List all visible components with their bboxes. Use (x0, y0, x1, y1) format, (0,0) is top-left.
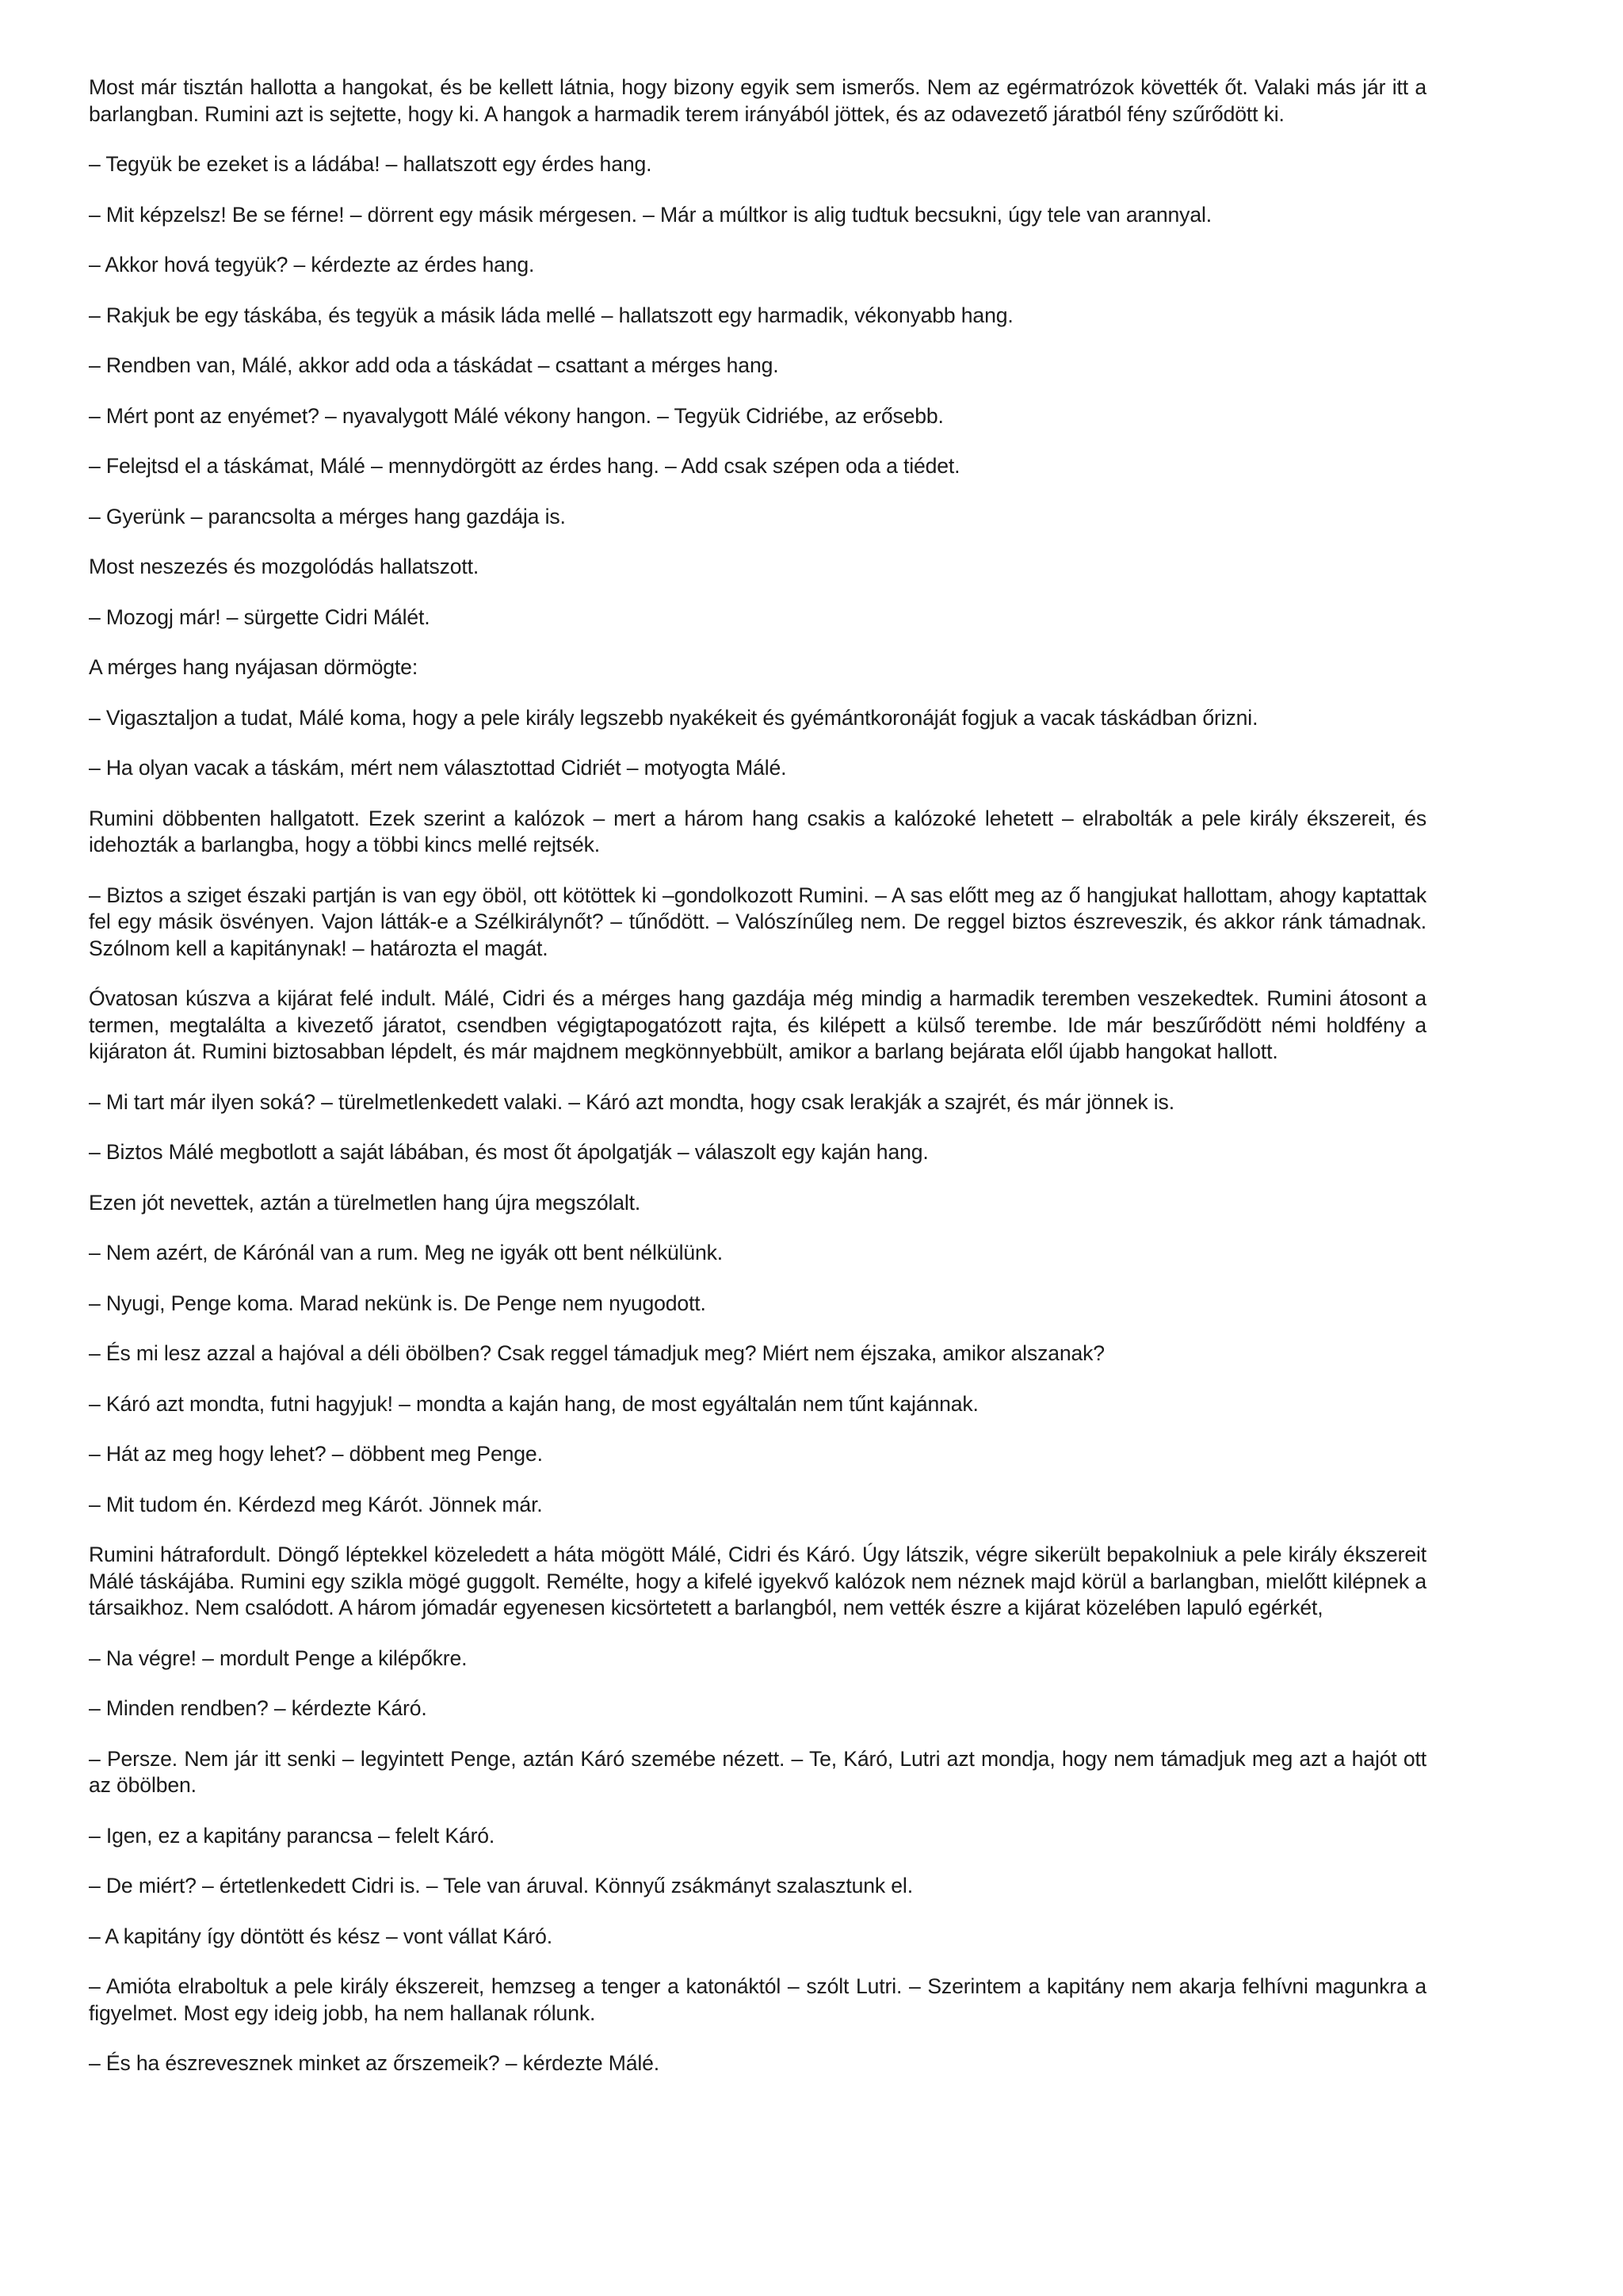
paragraph: – Mit tudom én. Kérdezd meg Kárót. Jönnek már. (89, 1492, 543, 1516)
paragraph: – Minden rendben? – kérdezte Káró. (89, 1696, 427, 1720)
paragraph: – Tegyük be ezeket is a ládába! – hallatszott egy érdes hang. (89, 152, 652, 176)
paragraph: – Gyerünk – parancsolta a mérges hang gazdája is. (89, 504, 566, 528)
paragraph: Rumini hátrafordult. Döngő léptekkel közeledett a háta mögött Málé, Cidri és Káró. Úgy látszik, végre sikerült bepakolniuk a pele király ékszereit Málé táskájába. Rumini egy szikla mögé guggolt. Remélte, hogy a kifelé igyekvő kalózok nem néznek majd körül a barlangban, mielőtt kilépnek a társaikhoz. Nem csalódott. A három jómadár egyenesen kicsörtetett a barlangból, nem vették észre a kijárat közelében lapuló egérkét, (89, 1543, 1426, 1619)
paragraph: – Biztos Málé megbotlott a saját lábában, és most őt ápolgatják – válaszolt egy kaján hang. (89, 1140, 929, 1164)
paragraph: – Mi tart már ilyen soká? – türelmetlenkedett valaki. – Káró azt mondta, hogy csak lerakják a szajrét, és már jönnek is. (89, 1089, 1174, 1114)
paragraph: – Biztos a sziget északi partján is van egy öböl, ott kötöttek ki –gondolkozott Rumini. – A sas előtt meg az ő hangjukat hallottam, ahogy kaptattak fel egy másik ösvényen. Vajon látták-e a Szélkirálynőt? – tűnődött. – Valószínűleg nem. De reggel biztos észreveszik, és akkor ránk támadnak. Szólnom kell a kapitánynak! – határozta el magát. (89, 883, 1426, 960)
paragraph: – Nyugi, Penge koma. Marad nekünk is. De Penge nem nyugodott. (89, 1291, 706, 1315)
paragraph: – Felejtsd el a táskámat, Málé – mennydörgött az érdes hang. – Add csak szépen oda a tiédet. (89, 454, 960, 478)
paragraph: – Amióta elraboltuk a pele király ékszereit, hemzseg a tenger a katonáktól – szólt Lutri. – Szerintem a kapitány nem akarja felhívni magunkra a figyelmet. Most egy ideig jobb, ha nem hallanak rólunk. (89, 1974, 1426, 2025)
paragraph: – Mozogj már! – sürgette Cidri Málét. (89, 605, 430, 629)
paragraph: Most már tisztán hallotta a hangokat, és be kellett látnia, hogy bizony egyik sem ismerős. Nem az egérmatrózok követték őt. Valaki más jár itt a barlangban. Rumini azt is sejtette, hogy ki. A hangok a harmadik terem irányából jöttek, és az odavezető járatból fény szűrődött ki. (89, 75, 1426, 126)
paragraph: – De miért? – értetlenkedett Cidri is. – Tele van áruval. Könnyű zsákmányt szalasztunk el. (89, 1874, 913, 1897)
paragraph: – És ha észrevesznek minket az őrszemeik? – kérdezte Málé. (89, 2051, 659, 2075)
paragraph: – Mit képzelsz! Be se férne! – dörrent egy másik mérgesen. – Már a múltkor is alig tudtuk becsukni, úgy tele van arannyal. (89, 202, 1212, 227)
paragraph: Rumini döbbenten hallgatott. Ezek szerint a kalózok – mert a három hang csakis a kalózoké lehetett – elrabolták a pele király ékszereit, és idehozták a barlangba, hogy a többi kincs mellé rejtsék. (89, 806, 1426, 856)
paragraph: – Persze. Nem jár itt senki – legyintett Penge, aztán Káró szemébe nézett. – Te, Káró, Lutri azt mondja, hogy nem támadjuk meg azt a hajót ott az öbölben. (89, 1746, 1426, 1797)
paragraph: – Akkor hová tegyük? – kérdezte az érdes hang. (89, 253, 535, 277)
paragraph: – Igen, ez a kapitány parancsa – felelt Káró. (89, 1823, 495, 1848)
paragraph: – Rakjuk be egy táskába, és tegyük a másik láda mellé – hallatszott egy harmadik, vékonyabb hang. (89, 303, 1014, 327)
paragraph: – Káró azt mondta, futni hagyjuk! – mondta a kaján hang, de most egyáltalán nem tűnt kajánnak. (89, 1391, 979, 1416)
paragraph: – Rendben van, Málé, akkor add oda a táskádat – csattant a mérges hang. (89, 353, 779, 377)
paragraph: Ezen jót nevettek, aztán a türelmetlen hang újra megszólalt. (89, 1190, 641, 1215)
paragraph: – Na végre! – mordult Penge a kilépőkre. (89, 1646, 468, 1670)
paragraph: A mérges hang nyájasan dörmögte: (89, 655, 418, 679)
paragraph: – A kapitány így döntött és kész – vont vállat Káró. (89, 1924, 553, 1948)
paragraph: Most neszezés és mozgolódás hallatszott. (89, 555, 479, 578)
paragraph: – Ha olyan vacak a táskám, mért nem választottad Cidriét – motyogta Málé. (89, 756, 787, 780)
paragraph: – És mi lesz azzal a hajóval a déli öbölben? Csak reggel támadjuk meg? Miért nem éjszaka, amikor alszanak? (89, 1341, 1105, 1365)
paragraph: – Nem azért, de Kárónál van a rum. Meg ne igyák ott bent nélkülünk. (89, 1241, 724, 1264)
paragraph: – Hát az meg hogy lehet? – döbbent meg Penge. (89, 1442, 543, 1466)
paragraph: Óvatosan kúszva a kijárat felé indult. Málé, Cidri és a mérges hang gazdája még mindig a harmadik teremben veszekedtek. Rumini átosont a termen, megtalálta a kivezető járatot, csendben végigtapogatózott rajta, és kilépett a külső terembe. Ide már beszűrődött némi holdfény a kijáraton át. Rumini biztosabban lépdelt, és már majdnem megkönnyebbült, amikor a barlang bejárata elől újabb hangokat hallott. (89, 986, 1426, 1063)
paragraph: – Vigasztaljon a tudat, Málé koma, hogy a pele király legszebb nyakékeit és gyémántkoronáját fogjuk a vacak táskádban őrizni. (89, 705, 1258, 730)
paragraph: – Mért pont az enyémet? – nyavalygott Málé vékony hangon. – Tegyük Cidriébe, az erősebb. (89, 403, 944, 428)
